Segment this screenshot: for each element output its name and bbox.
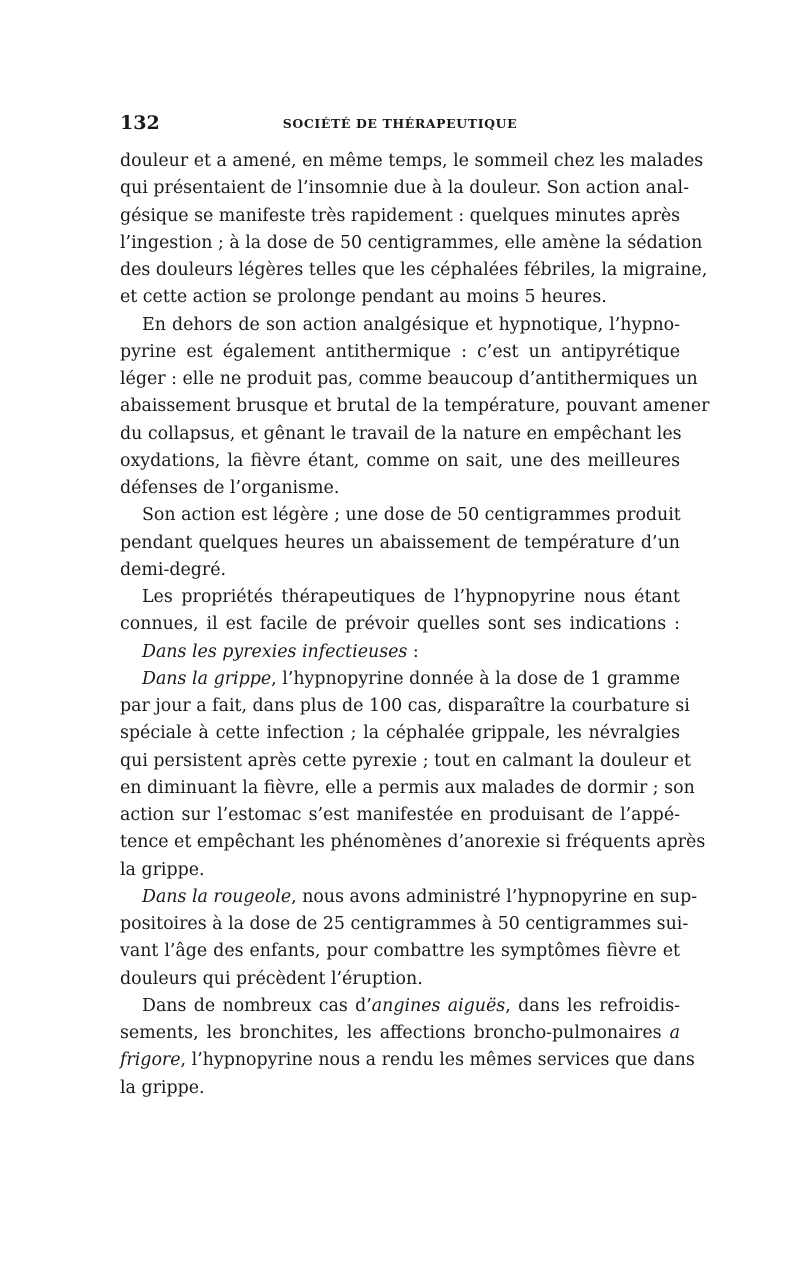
text-line: abaissement brusque et brutal de la température, pouvant amener	[120, 396, 710, 417]
text-line: défenses de l’organisme.	[120, 478, 340, 498]
text-line: du collapsus, et gênant le travail de la nature en empêchant les	[120, 423, 682, 444]
text-line: qui persistent après cette pyrexie ; tout en calmant la douleur et	[120, 750, 691, 771]
text-line: action sur l’estomac s’est manifestée en produisant de l’appé-	[120, 805, 680, 825]
text-line: pendant quelques heures un abaissement de température d’un	[120, 532, 680, 553]
text-line: douleurs qui précèdent l’éruption.	[120, 968, 423, 989]
text-line: sements, les bronchites, les affections broncho-pulmonaires a	[120, 1023, 680, 1043]
text-line: la grippe.	[120, 1077, 205, 1098]
text-line: En dehors de son action analgésique et hypnotique, l’hypno-	[142, 314, 680, 335]
text-line: léger : elle ne produit pas, comme beaucoup d’antithermiques un	[120, 369, 698, 389]
text-line: tence et empêchant les phénomènes d’anorexie si fréquents après	[120, 832, 706, 853]
page-number: 132	[120, 112, 160, 134]
text-line: la grippe.	[120, 859, 205, 880]
text-line: gésique se manifeste très rapidement : quelques minutes après	[120, 205, 681, 226]
text-line: pyrine est également antithermique : c’est un antipyrétique	[120, 341, 680, 362]
text-line: l’ingestion ; à la dose de 50 centigrammes, elle amène la sédation	[120, 232, 703, 253]
text-line: qui présentaient de l’insomnie due à la douleur. Son action anal-	[120, 178, 689, 199]
text-line: en diminuant la fièvre, elle a permis aux malades de dormir ; son	[120, 777, 695, 798]
text-line: demi-degré.	[120, 559, 227, 580]
text-line: Son action est légère ; une dose de 50 centigrammes produit	[142, 505, 681, 526]
text-line: vant l’âge des enfants, pour combattre les symptômes fièvre et	[120, 941, 680, 962]
text-line: oxydations, la fièvre étant, comme on sait, une des meilleures	[120, 450, 680, 471]
running-title: SOCIÉTÉ DE THÉRAPEUTIQUE	[282, 116, 518, 131]
text-line: Les propriétés thérapeutiques de l’hypnopyrine nous étant	[142, 587, 680, 607]
text-line: des douleurs légères telles que les céphalées fébriles, la migraine,	[120, 260, 708, 280]
page-header	[120, 112, 680, 138]
text-line: Dans les pyrexies infectieuses :	[142, 641, 419, 662]
body-text	[120, 148, 710, 1102]
text-line: Dans de nombreux cas d’angines aiguës, dans les refroidis-	[142, 995, 681, 1016]
text-line: et cette action se prolonge pendant au moins 5 heures.	[120, 287, 607, 308]
text-line: positoires à la dose de 25 centigrammes à 50 centigrammes sui-	[120, 914, 689, 934]
text-line: frigore, l’hypnopyrine nous a rendu les mêmes services que dans	[120, 1050, 695, 1071]
text-line: par jour a fait, dans plus de 100 cas, disparaître la courbature si	[120, 696, 690, 716]
text-line: Dans la rougeole, nous avons administré l’hypnopyrine en sup-	[142, 886, 698, 907]
text-line: spéciale à cette infection ; la céphalée grippale, les névralgies	[120, 723, 680, 744]
text-line: douleur et a amené, en même temps, le sommeil chez les malades	[120, 151, 704, 171]
text-line: connues, il est facile de prévoir quelles sont ses indications :	[120, 614, 680, 635]
text-line: Dans la grippe, l’hypnopyrine donnée à la dose de 1 gramme	[142, 668, 680, 689]
